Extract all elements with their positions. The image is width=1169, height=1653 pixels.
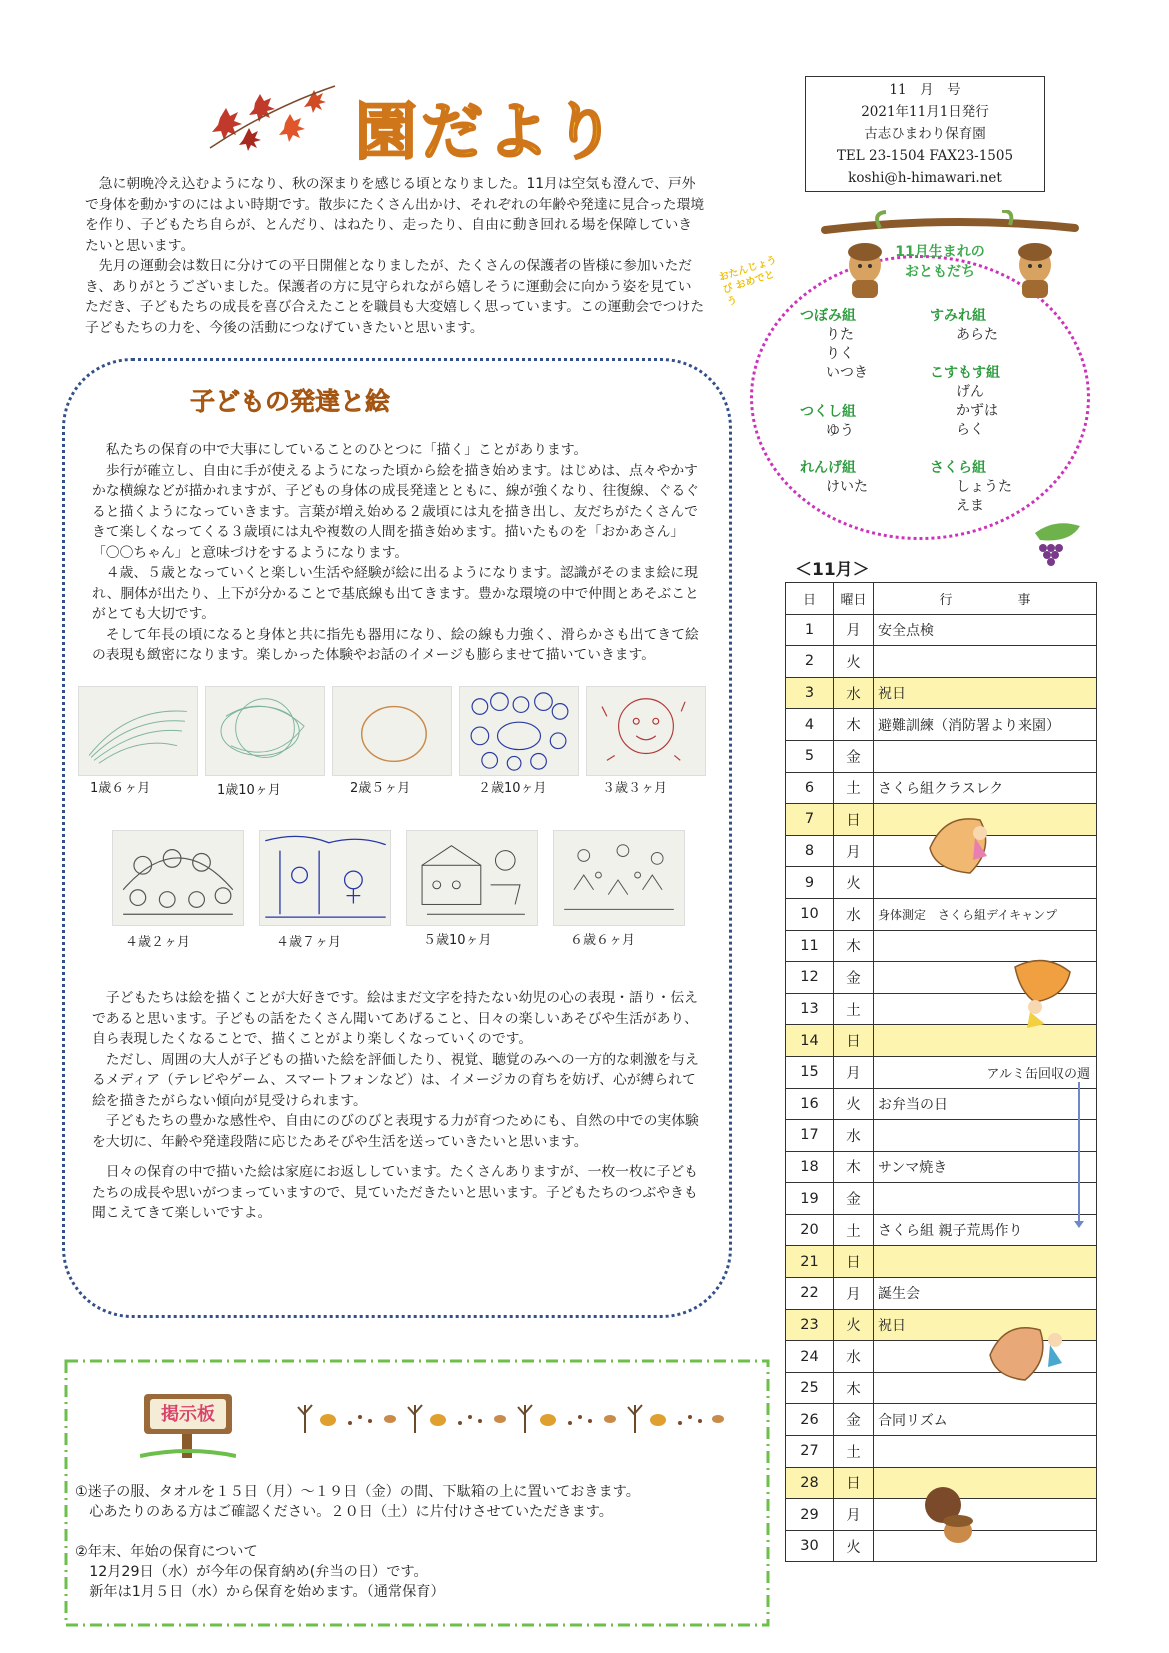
calendar-event: 祝日	[874, 677, 1097, 709]
calendar-day: 10	[786, 898, 834, 930]
calendar-weekday: 月	[834, 614, 874, 646]
drawing-caption: ４歳７ヶ月	[276, 935, 342, 950]
calendar-row	[786, 1278, 1097, 1310]
drawing-caption: ４歳２ヶ月	[125, 935, 191, 950]
drawing-4y2m	[112, 830, 244, 926]
leaf-fairy-icon	[985, 1315, 1080, 1385]
calendar-weekday: 月	[834, 1056, 874, 1088]
calendar-day: 14	[786, 1025, 834, 1057]
drawing-3y3m	[586, 686, 706, 776]
calendar-event	[874, 1499, 1097, 1531]
calendar-row	[786, 740, 1097, 772]
calendar-weekday: 金	[834, 962, 874, 994]
group-name: すみれ組	[930, 308, 986, 324]
autumn-leaves-icon	[200, 78, 340, 158]
calendar-heading: ＜11月＞	[795, 560, 870, 580]
dev-paragraph: 日々の保育の中で描いた絵は家庭にお返ししています。たくさんありますが、一枚一枚に子どもたちの成長や思いがつまっていますので、見ていただきたいと思います。子どもたちのつぶやきも聞こえてきて楽しいですよ。	[92, 1164, 698, 1221]
calendar-weekday: 日	[834, 1246, 874, 1278]
calendar-day: 13	[786, 993, 834, 1025]
calendar-day: 24	[786, 1341, 834, 1373]
col-header-weekday: 曜日	[834, 583, 874, 615]
calendar-weekday: 金	[834, 740, 874, 772]
calendar-row	[786, 1214, 1097, 1246]
grape-leaf-icon	[1025, 518, 1085, 578]
calendar-day: 18	[786, 1151, 834, 1183]
calendar-row	[786, 898, 1097, 930]
calendar-row	[786, 614, 1097, 646]
child-name: らく	[956, 422, 984, 438]
calendar-event: 安全点検	[874, 614, 1097, 646]
dev-paragraph: ４歳、５歳となっていくと楽しい生活や経験が絵に出るようになります。認識がそのまま絵に現れ、胴体が出たり、上下が分かることで基底線も出てきます。豊かな環境の中で仲間とあそぶことがとても大切です。	[92, 565, 699, 622]
calendar-day: 29	[786, 1499, 834, 1531]
calendar-weekday: 日	[834, 1025, 874, 1057]
calendar-day: 11	[786, 930, 834, 962]
issue-date: 2021年11月1日発行	[861, 104, 989, 120]
col-header-day: 日	[786, 583, 834, 615]
drawing-1y6m	[78, 686, 198, 776]
calendar-weekday: 土	[834, 772, 874, 804]
drawing-caption: ５歳10ヶ月	[423, 933, 492, 948]
calendar-event	[874, 740, 1097, 772]
calendar-weekday: 火	[834, 867, 874, 899]
drawing-caption: 1歳10ヶ月	[217, 783, 281, 798]
issue-month: 11 月 号	[889, 82, 961, 98]
calendar-event	[874, 1467, 1097, 1499]
drawing-caption: ３歳３ヶ月	[602, 781, 668, 796]
leaf-fairy-icon	[925, 808, 1005, 878]
group-sakura	[930, 459, 1012, 516]
dev-paragraph: そして年長の頃になると身体と共に指先も器用になり、絵の線も力強く、滑らかさも出てきて絵の表現も緻密になります。楽しかった体験やお話のイメージも膨らませて描いていきます。	[92, 626, 699, 663]
calendar-day: 19	[786, 1183, 834, 1215]
drawing-2y10m	[459, 686, 579, 776]
child-name: かずは	[956, 403, 998, 419]
drawing-2y5m	[332, 686, 452, 776]
drawing-caption: 1歳６ヶ月	[90, 781, 151, 796]
group-name: つくし組	[800, 404, 856, 420]
child-name: えま	[956, 498, 984, 514]
calendar-day: 17	[786, 1120, 834, 1152]
calendar-event	[874, 1183, 1097, 1215]
calendar-weekday: 火	[834, 1309, 874, 1341]
calendar-event: 避難訓練（消防署より来園）	[874, 709, 1097, 741]
school-name: 古志ひまわり保育園	[864, 126, 986, 142]
calendar-weekday: 水	[834, 898, 874, 930]
calendar-day: 20	[786, 1214, 834, 1246]
calendar-day: 27	[786, 1436, 834, 1468]
col-header-event: 行 事	[874, 583, 1097, 615]
group-renge	[800, 459, 868, 497]
calendar-row	[786, 709, 1097, 741]
calendar-event	[874, 1530, 1097, 1562]
calendar-row	[786, 1246, 1097, 1278]
calendar-row	[786, 1056, 1097, 1088]
calendar-day: 12	[786, 962, 834, 994]
calendar-weekday: 水	[834, 677, 874, 709]
calendar-weekday: 土	[834, 1214, 874, 1246]
calendar-day: 16	[786, 1088, 834, 1120]
calendar-day: 4	[786, 709, 834, 741]
calendar-weekday: 土	[834, 1436, 874, 1468]
bulletin-text	[75, 1482, 755, 1602]
autumn-trees-decoration	[290, 1395, 730, 1435]
calendar-day: 2	[786, 646, 834, 678]
calendar-event: 合同リズム	[874, 1404, 1097, 1436]
calendar-weekday: 木	[834, 1151, 874, 1183]
group-name: つぼみ組	[800, 308, 856, 324]
bulletin-line: ①迷子の服、タオルを１５日（月）～１９日（金）の間、下駄箱の上に置いておきます。	[75, 1484, 640, 1500]
issue-info-box	[805, 76, 1045, 192]
calendar-weekday: 木	[834, 1372, 874, 1404]
group-sumire	[930, 307, 998, 345]
birthday-side-label: おたんじょうび おめでとう	[717, 254, 779, 309]
calendar-day: 7	[786, 804, 834, 836]
calendar-day: 25	[786, 1372, 834, 1404]
child-name: いつき	[826, 365, 868, 381]
calendar-weekday: 日	[834, 804, 874, 836]
calendar-weekday: 金	[834, 1183, 874, 1215]
calendar-weekday: 火	[834, 1530, 874, 1562]
calendar-event	[874, 1120, 1097, 1152]
calendar-weekday: 火	[834, 1088, 874, 1120]
calendar-weekday: 金	[834, 1404, 874, 1436]
calendar-day: 28	[786, 1467, 834, 1499]
group-kosumosu	[930, 364, 1000, 440]
dev-paragraph: 私たちの保育の中で大事にしていることのひとつに「描く」ことがあります。	[105, 442, 588, 458]
calendar-event	[874, 1246, 1097, 1278]
calendar-day: 15	[786, 1056, 834, 1088]
calendar-event: お弁当の日	[874, 1088, 1097, 1120]
child-name: あらた	[956, 327, 998, 343]
calendar-day: 9	[786, 867, 834, 899]
calendar-day: 8	[786, 835, 834, 867]
dev-paragraph: 子どもたちの豊かな感性や、自由にのびのびと表現する力が育つためにも、自然の中での実体験を大切に、年齢や発達段階に応じたあそびや生活を送っていきたいと思います。	[92, 1113, 699, 1150]
acorn-icon	[918, 1483, 978, 1548]
bulletin-sign-label: 掲示板	[161, 1404, 215, 1425]
event-calendar	[785, 582, 1097, 1562]
bulletin-line: ②年末、年始の保育について	[75, 1544, 258, 1560]
calendar-day: 21	[786, 1246, 834, 1278]
calendar-row	[786, 677, 1097, 709]
child-name: げん	[956, 384, 984, 400]
bulletin-line: 新年は1月５日（水）から保育を始めます。（通常保育）	[75, 1584, 445, 1600]
development-title: 子どもの発達と絵	[190, 387, 391, 416]
dev-paragraph: 歩行が確立し、自由に手が使えるようになった頃から絵を描き始めます。はじめは、点々やかすかな横線などが描かれますが、子どもの身体の成長発達とともに、線が強くなり、往復線、ぐるぐると描くようになっていきます。言葉が増え始める２歳頃には丸を描き出し、友だちがたくさんできて楽しくなってくる３歳頃には丸や複数の人間を描き始めます。描いたものを「おかあさん」「〇〇ちゃん」と意味づけをするようになります。	[92, 462, 700, 561]
birthday-title: 11月生まれの おともだち	[895, 244, 985, 280]
calendar-row	[786, 1404, 1097, 1436]
group-tsubomi	[800, 307, 868, 383]
calendar-event: アルミ缶回収の週	[874, 1056, 1097, 1088]
child-name: りた	[826, 327, 854, 343]
calendar-row	[786, 1120, 1097, 1152]
collection-week-arrow	[1078, 1082, 1080, 1222]
calendar-weekday: 木	[834, 709, 874, 741]
newsletter-title: 園だより	[355, 95, 620, 168]
calendar-weekday: 月	[834, 1278, 874, 1310]
calendar-event: サンマ焼き	[874, 1151, 1097, 1183]
calendar-day: 3	[786, 677, 834, 709]
drawing-caption: 2歳５ヶ月	[350, 781, 411, 796]
bulletin-line: 心あたりのある方はご確認ください。２０日（土）に片付けさせていただきます。	[75, 1504, 613, 1520]
phone-fax: TEL 23-1504 FAX23-1505	[836, 148, 1014, 164]
leaf-fairy-icon	[1005, 952, 1085, 1032]
child-name: しょうた	[956, 479, 1012, 495]
bulletin-line: 12月29日（水）が今年の保育納め(弁当の日）です。	[75, 1564, 428, 1580]
calendar-weekday: 土	[834, 993, 874, 1025]
calendar-day: 1	[786, 614, 834, 646]
development-text	[92, 440, 700, 666]
intro-paragraph: 急に朝晩冷え込むようになり、秋の深まりを感じる頃となりました。11月は空気も澄んで、戸外で身体を動かすのにはよい時期です。散歩にたくさん出かけ、それぞれの年齢や発達に見合った環境を作り、子どもたち自らが、とんだり、はねたり、走ったり、自由に動き回れる場を保障していきたいと思います。	[85, 176, 705, 254]
calendar-day: 5	[786, 740, 834, 772]
calendar-day: 23	[786, 1309, 834, 1341]
calendar-day: 26	[786, 1404, 834, 1436]
group-name: さくら組	[930, 460, 986, 476]
calendar-event	[874, 1436, 1097, 1468]
drawing-4y7m	[259, 830, 391, 926]
intro-paragraph: 先月の運動会は数日に分けての平日開催となりましたが、たくさんの保護者の皆様に参加いただき、ありがとうございました。保護者の方に見守られながら嬉しそうに運動会に向かう姿を見ていただき、子どもたちの成長を喜び合えたことを職員も大変嬉しく思っています。この運動会でつけた子どもたちの力を、今後の活動につなげていきたいと思います。	[85, 258, 705, 336]
dev-paragraph: 子どもたちは絵を描くことが大好きです。絵はまだ文字を持たない幼児の心の表現・語り・伝えであると思います。子どもの話をたくさん聞いてあげること、日々の楽しいあそびや生活があり、自ら表現したくなることで、描くことがより楽しくなっていくのです。	[92, 990, 698, 1047]
drawing-caption: ６歳６ヶ月	[570, 933, 636, 948]
child-name: りく	[826, 346, 854, 362]
drawing-6y6m	[553, 830, 685, 926]
calendar-day: 22	[786, 1278, 834, 1310]
child-name: けいた	[826, 479, 868, 495]
calendar-event	[874, 646, 1097, 678]
dev-paragraph: ただし、周囲の大人が子どもの描いた絵を評価したり、視覚、聴覚のみへの一方的な刺激を与えるメディア（テレビやゲーム、スマートフォンなど）は、イメージカの育ちを妨げ、心が縛られて絵を描きたがらない傾向が見受けられます。	[92, 1051, 699, 1109]
calendar-row	[786, 1436, 1097, 1468]
email: koshi@h-himawari.net	[848, 170, 1002, 186]
calendar-day: 30	[786, 1530, 834, 1562]
calendar-weekday: 火	[834, 646, 874, 678]
child-name: ゆう	[826, 423, 854, 439]
calendar-row	[786, 646, 1097, 678]
group-name: れんげ組	[800, 460, 856, 476]
calendar-weekday: 水	[834, 1341, 874, 1373]
calendar-weekday: 日	[834, 1467, 874, 1499]
calendar-event: 誕生会	[874, 1278, 1097, 1310]
calendar-row	[786, 772, 1097, 804]
calendar-event: 祝日	[874, 1309, 1097, 1341]
drawing-1y10m	[205, 686, 325, 776]
calendar-event: 身体測定 さくら組デイキャンプ	[874, 898, 1097, 930]
calendar-weekday: 水	[834, 1120, 874, 1152]
calendar-day: 6	[786, 772, 834, 804]
development-text-2	[92, 988, 700, 1224]
drawing-5y10m	[406, 830, 538, 926]
calendar-weekday: 月	[834, 835, 874, 867]
calendar-weekday: 木	[834, 930, 874, 962]
intro-text	[85, 174, 705, 338]
group-tsukushi	[800, 403, 856, 441]
calendar-weekday: 月	[834, 1499, 874, 1531]
calendar-event: さくら組クラスレク	[874, 772, 1097, 804]
calendar-row	[786, 1183, 1097, 1215]
calendar-row	[786, 1151, 1097, 1183]
drawing-caption: ２歳10ヶ月	[478, 781, 547, 796]
group-name: こすもす組	[930, 365, 1000, 381]
calendar-row	[786, 1088, 1097, 1120]
calendar-event: さくら組 親子荒馬作り	[874, 1214, 1097, 1246]
